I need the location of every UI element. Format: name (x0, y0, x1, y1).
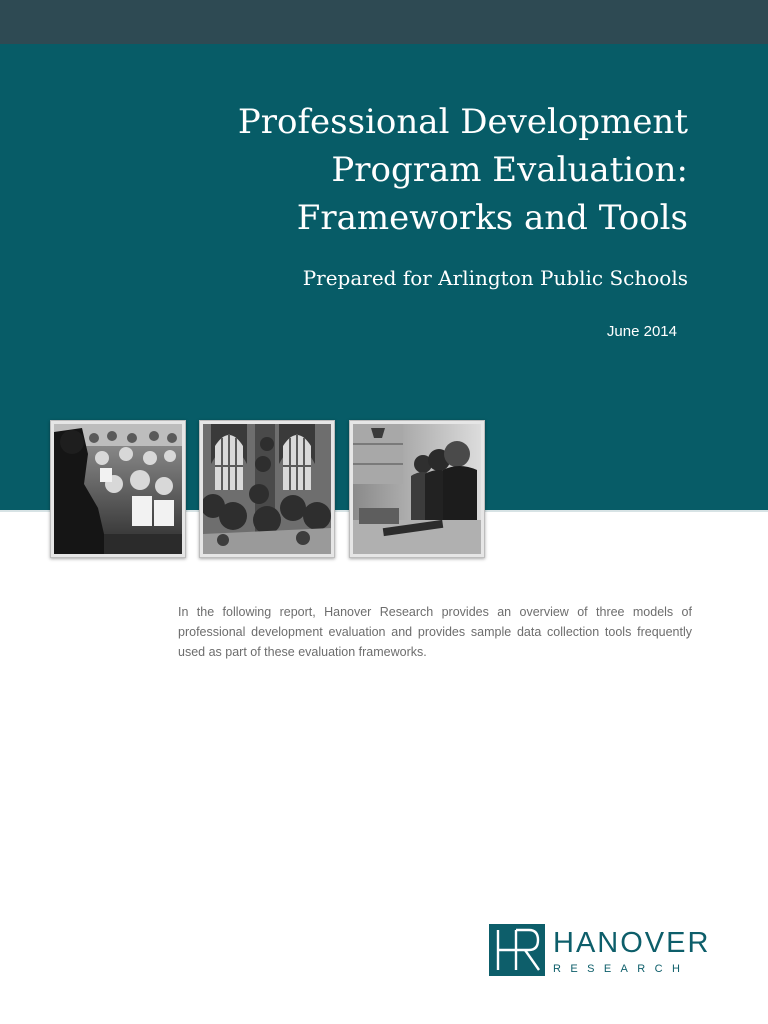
hr-logo-mark (489, 924, 545, 976)
report-subtitle: Prepared for Arlington Public Schools (302, 266, 688, 290)
gothic-windows-ivy-photo (199, 420, 335, 558)
hanover-research-logo (489, 924, 711, 980)
students-computers-photo (349, 420, 485, 558)
report-date: June 2014 (606, 323, 677, 340)
title-line-2: Program Evaluation: (331, 150, 688, 190)
title-line-1: Professional Development (237, 102, 688, 142)
title-line-3: Frameworks and Tools (296, 198, 688, 238)
lecture-audience-photo (50, 420, 186, 558)
top-strip (0, 0, 768, 44)
logo-word-research: RESEARCH (553, 963, 690, 975)
logo-word-hanover: HANOVER (553, 927, 711, 959)
intro-paragraph: In the following report, Hanover Research provides an overview of three models of professional development evaluation and provides sample data collection tools frequently used as part of these evaluation frameworks. (178, 605, 692, 659)
report-title (88, 98, 688, 242)
